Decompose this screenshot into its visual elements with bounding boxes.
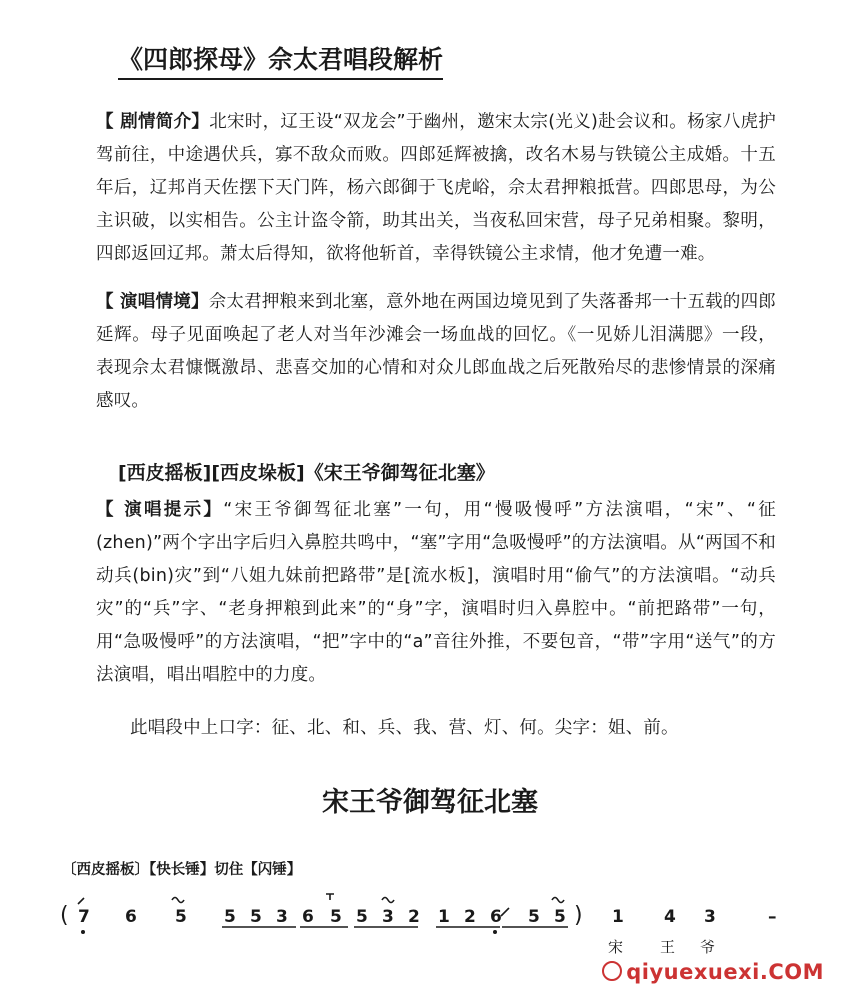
score-note: 7	[78, 907, 90, 927]
score-note: 5	[330, 907, 342, 927]
chars-note: 此唱段中上口字：征、北、和、兵、我、营、灯、何。尖字：姐、前。	[130, 718, 679, 738]
score-note: 1	[612, 907, 624, 927]
close-paren: )	[574, 903, 583, 928]
turn-ornament	[552, 898, 564, 903]
score-note: 2	[408, 907, 420, 927]
synopsis-paragraph	[96, 106, 776, 271]
accent-mark	[326, 894, 334, 900]
section-heading: [西皮摇板][西皮垛板]《宋王爷御驾征北塞》	[118, 462, 495, 484]
score-note: 4	[664, 907, 676, 927]
octave-dot	[493, 930, 497, 934]
slide-mark	[501, 908, 509, 916]
jianpu-score	[60, 880, 800, 960]
score-note: 5	[250, 907, 262, 927]
song-title: 宋王爷御驾征北塞	[322, 787, 538, 818]
score-heading: 〔西皮摇板〕【快长锤】切住【闪锤】	[62, 862, 302, 878]
score-note: 2	[464, 907, 476, 927]
grace-mark	[78, 898, 84, 904]
tips-text: “宋王爷御驾征北塞”一句，用“慢吸慢呼”方法演唱，“宋”、“征(zhen)”两个字出字后归入鼻腔共鸣中，“塞”字用“急吸慢呼”的方法演唱。从“两国不和动兵(bin)灾”到“八姐九妹前把路带”是[流水板]，演唱时用“偷气”的方法演唱。“动兵灾”的“兵”字、“老身押粮到此来”的“身”字，演唱时归入鼻腔中。“前把路带”一句，用“急吸慢呼”的方法演唱，“把”字中的“a”音往外推，不要包音，“带”字用“送气”的方法演唱，唱出唱腔中的力度。	[96, 500, 776, 685]
site-watermark	[602, 960, 824, 984]
page-title: 《四郎探母》佘太君唱段解析	[118, 40, 443, 80]
lyric-char: 宋	[608, 938, 624, 956]
synopsis-text: 北宋时，辽王设“双龙会”于幽州，邀宋太宗(光义)赴会议和。杨家八虎护驾前往，中途遇伏兵，寡不敌众而败。四郎延辉被擒，改名木易与铁镜公主成婚。十五年后，辽邦肖天佐摆下天门阵，杨六郎御于飞虎峪，佘太君押粮抵营。四郎思母，为公主识破，以实相告。公主计盗令箭，助其出关，当夜私回宋营，母子兄弟相聚。黎明，四郎返回辽邦。萧太后得知，欲将他斩首，幸得铁镜公主求情，他才免遭一难。	[96, 112, 776, 264]
score-note: 3	[382, 907, 394, 927]
scene-paragraph	[96, 286, 776, 418]
score-note: 6	[302, 907, 314, 927]
tips-tag: 【 演唱提示】	[96, 500, 224, 520]
open-paren: (	[60, 903, 69, 928]
score-note: 6	[490, 907, 502, 927]
scene-text: 佘太君押粮来到北塞，意外地在两国边境见到了失落番邦一十五载的四郎延辉。母子见面唤起了老人对当年沙滩会一场血战的回忆。《一见娇儿泪满腮》一段，表现佘太君慷慨激昂、悲喜交加的心情和对众儿郎血战之后死散殆尽的悲惨情景的深痛感叹。	[96, 292, 776, 411]
score-note: 5	[175, 907, 187, 927]
logo-icon	[602, 961, 622, 981]
score-note: 5	[224, 907, 236, 927]
synopsis-tag: 【 剧情简介】	[96, 112, 210, 132]
score-note: 6	[125, 907, 137, 927]
lyric-char: 爷	[700, 938, 716, 956]
turn-ornament	[382, 898, 394, 903]
watermark-text: qiyuexuexi.COM	[626, 960, 824, 984]
turn-ornament	[172, 898, 184, 903]
score-note: 5	[356, 907, 368, 927]
score-note: 3	[276, 907, 288, 927]
score-note: 1	[438, 907, 450, 927]
tips-paragraph	[96, 494, 776, 692]
lyric-char: 王	[660, 938, 676, 956]
scene-tag: 【 演唱情境】	[96, 292, 209, 312]
score-note: 5	[554, 907, 566, 927]
score-note: 3	[704, 907, 716, 927]
score-note: 5	[528, 907, 540, 927]
score-svg	[60, 880, 800, 960]
dash: –	[768, 907, 777, 927]
octave-dot	[81, 930, 85, 934]
